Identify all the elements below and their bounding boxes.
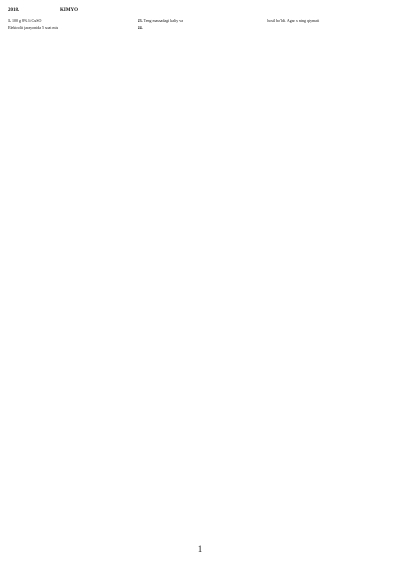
question-number: 1. bbox=[8, 18, 11, 23]
column-middle bbox=[138, 18, 263, 523]
column-right bbox=[267, 18, 392, 523]
question-item bbox=[138, 18, 263, 23]
column-left bbox=[8, 18, 133, 523]
subject-title: KIMYO bbox=[60, 8, 79, 13]
question-columns bbox=[8, 18, 392, 523]
question-number: 23. bbox=[137, 18, 143, 23]
question-text: 100 g 8% li CuSO bbox=[12, 18, 42, 23]
question-text: hosil bo'ldi. Agar x ning qiymati bbox=[267, 18, 320, 23]
question-item bbox=[8, 18, 133, 23]
question-text: Teng massadagi kaliy va bbox=[143, 18, 183, 23]
question-item bbox=[8, 25, 133, 30]
page-header bbox=[8, 8, 392, 18]
question-number: 24. bbox=[137, 25, 143, 30]
question-text: Elektrolit jarayonida 5 soat mis bbox=[8, 25, 59, 30]
question-item bbox=[267, 18, 392, 23]
question-item bbox=[138, 25, 263, 30]
exam-year: 2018. bbox=[8, 8, 20, 13]
page-number: 1 bbox=[197, 544, 203, 554]
